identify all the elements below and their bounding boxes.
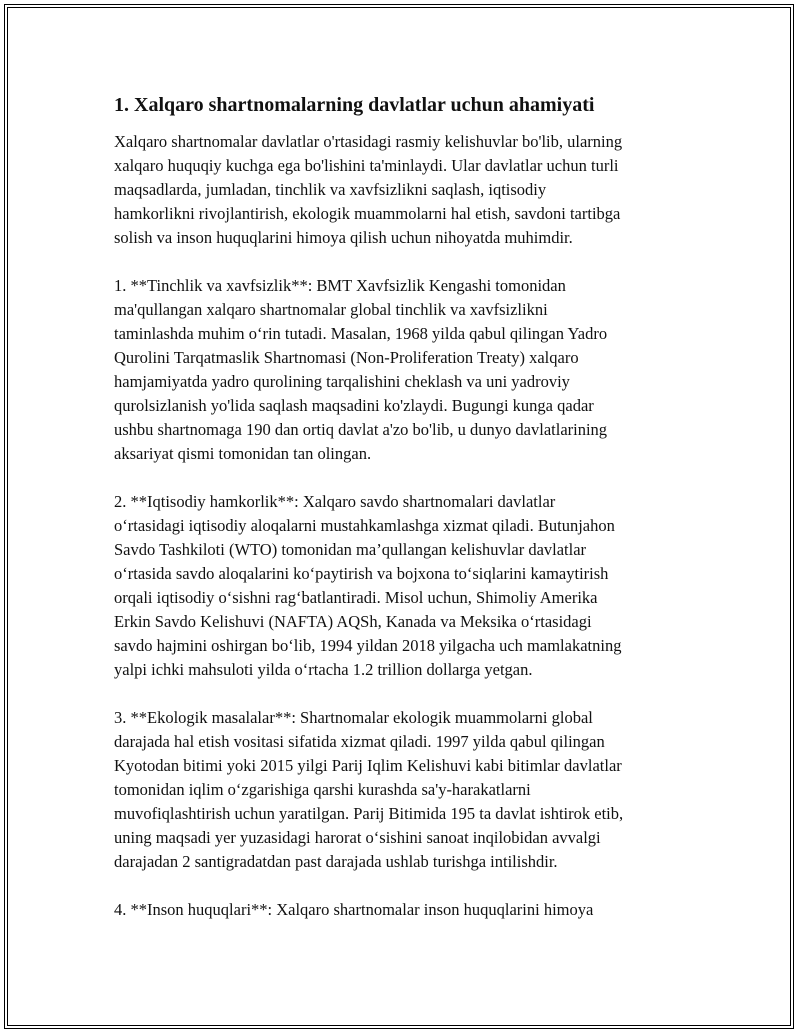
text-line: uning maqsadi yer yuzasidagi harorat o‘sishini sanoat inqilobidan avvalgi — [114, 828, 601, 847]
text-line: darajada hal etish vositasi sifatida xizmat qiladi. 1997 yilda qabul qilingan — [114, 732, 605, 751]
paragraph-intro — [114, 130, 694, 250]
text-line: ushbu shartnomaga 190 dan ortiq davlat a'zo bo'lib, u dunyo davlatlarining — [114, 420, 608, 439]
paragraph-ecology — [114, 706, 694, 874]
text-line: darajadan 2 santigradatdan past darajada ushlab turishga intilishdir. — [114, 852, 558, 871]
text-line: Kyotodan bitimi yoki 2015 yilgi Parij Iqlim Kelishuvi kabi bitimlar davlatlar — [114, 756, 622, 775]
text-line: Xalqaro shartnomalar davlatlar o'rtasidagi rasmiy kelishuvlar bo'lib, ularning — [114, 132, 623, 151]
text-line: 2. **Iqtisodiy hamkorlik**: Xalqaro savdo shartnomalari davlatlar — [114, 492, 556, 511]
text-line: tomonidan iqlim o‘zgarishiga qarshi kurashda sa'y-harakatlarni — [114, 780, 531, 799]
paragraph-economy — [114, 490, 694, 682]
text-line: 4. **Inson huquqlari**: Xalqaro shartnomalar inson huquqlarini himoya — [114, 900, 594, 919]
text-line: ma'qullangan xalqaro shartnomalar global tinchlik va xavfsizlikni — [114, 300, 548, 319]
document-body — [114, 92, 694, 946]
paragraph-human-rights — [114, 898, 694, 922]
text-line: 3. **Ekologik masalalar**: Shartnomalar ekologik muammolarni global — [114, 708, 593, 727]
text-line: maqsadlarda, jumladan, tinchlik va xavfsizlikni saqlash, iqtisodiy — [114, 180, 547, 199]
text-line: Qurolini Tarqatmaslik Shartnomasi (Non-Proliferation Treaty) xalqaro — [114, 348, 579, 367]
text-line: hamjamiyatda yadro qurolining tarqalishini cheklash va uni yadroviy — [114, 372, 570, 391]
text-line: yalpi ichki mahsuloti yilda o‘rtacha 1.2 trillion dollarga yetgan. — [114, 660, 533, 679]
text-line: 1. **Tinchlik va xavfsizlik**: BMT Xavfsizlik Kengashi tomonidan — [114, 276, 566, 295]
text-line: o‘rtasida savdo aloqalarini ko‘paytirish va bojxona to‘siqlarini kamaytirish — [114, 564, 609, 583]
text-line: aksariyat qismi tomonidan tan olingan. — [114, 444, 372, 463]
text-line: o‘rtasidagi iqtisodiy aloqalarni mustahkamlashga xizmat qiladi. Butunjahon — [114, 516, 615, 535]
text-line: Savdo Tashkiloti (WTO) tomonidan ma’qullangan kelishuvlar davlatlar — [114, 540, 587, 559]
text-line: muvofiqlashtirish uchun yaratilgan. Parij Bitimida 195 ta davlat ishtirok etib, — [114, 804, 624, 823]
document-title: 1. Xalqaro shartnomalarning davlatlar uchun ahamiyati — [114, 94, 595, 116]
text-line: hamkorlikni rivojlantirish, ekologik muammolarni hal etish, savdoni tartibga — [114, 204, 621, 223]
text-line: solish va inson huquqlarini himoya qilish uchun nihoyatda muhimdir. — [114, 228, 573, 247]
text-line: savdo hajmini oshirgan bo‘lib, 1994 yildan 2018 yilgacha uch mamlakatning — [114, 636, 622, 655]
text-line: qurolsizlanish yo'lida saqlash maqsadini ko'zlaydi. Bugungi kunga qadar — [114, 396, 594, 415]
text-line: taminlashda muhim o‘rin tutadi. Masalan, 1968 yilda qabul qilingan Yadro — [114, 324, 608, 343]
text-line: Erkin Savdo Kelishuvi (NAFTA) AQSh, Kanada va Meksika o‘rtasidagi — [114, 612, 592, 631]
paragraph-security — [114, 274, 694, 466]
text-line: orqali iqtisodiy o‘sishni rag‘batlantiradi. Misol uchun, Shimoliy Amerika — [114, 588, 598, 607]
text-line: xalqaro huquqiy kuchga ega bo'lishini ta'minlaydi. Ular davlatlar uchun turli — [114, 156, 619, 175]
